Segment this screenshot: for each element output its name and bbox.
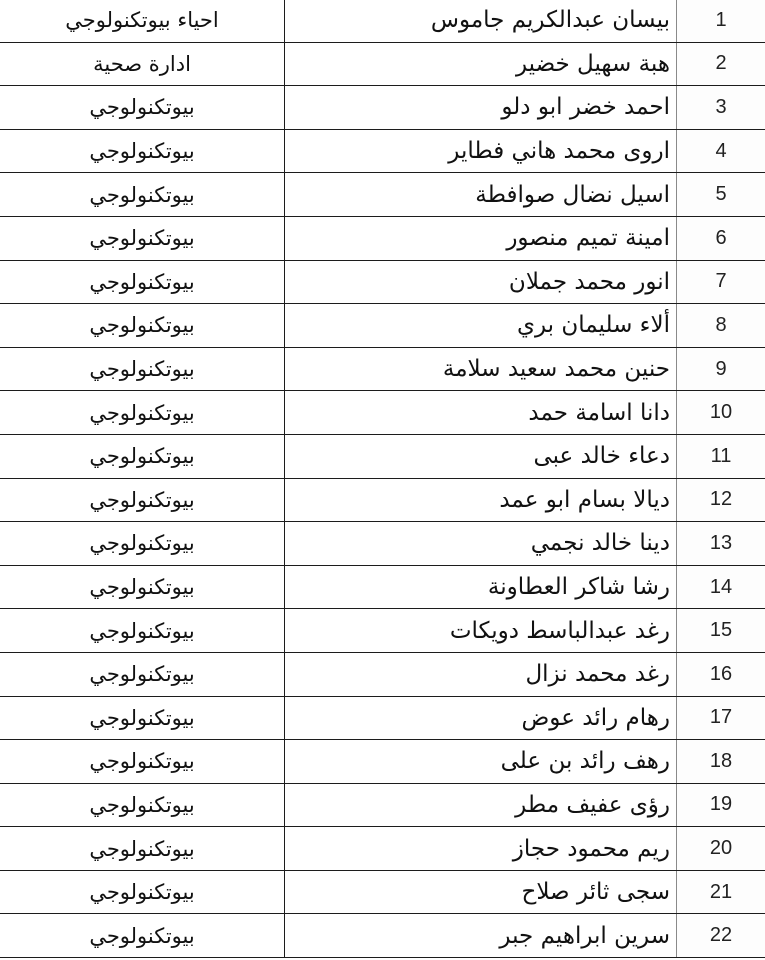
row-number-cell[interactable]: 1 (677, 0, 765, 42)
department-cell[interactable]: بيوتكنولوجي (0, 827, 285, 870)
table-row (0, 697, 765, 741)
student-name-cell[interactable]: هبة سهيل خضير (285, 43, 677, 86)
department-cell[interactable]: بيوتكنولوجي (0, 522, 285, 565)
table-row (0, 653, 765, 697)
student-name-cell[interactable]: ألاء سليمان بري (285, 304, 677, 347)
student-name-cell[interactable]: رغد محمد نزال (285, 653, 677, 696)
row-number-cell[interactable]: 9 (677, 348, 765, 391)
row-number-cell[interactable]: 8 (677, 304, 765, 347)
department-cell[interactable]: بيوتكنولوجي (0, 697, 285, 740)
row-number-cell[interactable]: 15 (677, 609, 765, 652)
student-name-cell[interactable]: امينة تميم منصور (285, 217, 677, 260)
table-row (0, 435, 765, 479)
row-number-cell[interactable]: 11 (677, 435, 765, 478)
table-row (0, 261, 765, 305)
student-name-cell[interactable]: رهام رائد عوض (285, 697, 677, 740)
table-row (0, 43, 765, 87)
department-cell[interactable]: بيوتكنولوجي (0, 609, 285, 652)
student-name-cell[interactable]: دينا خالد نجمي (285, 522, 677, 565)
department-cell[interactable]: بيوتكنولوجي (0, 740, 285, 783)
department-cell[interactable]: ادارة صحية (0, 43, 285, 86)
row-number-cell[interactable]: 6 (677, 217, 765, 260)
student-name-cell[interactable]: سجى ثائر صلاح (285, 871, 677, 914)
department-cell[interactable]: بيوتكنولوجي (0, 173, 285, 216)
student-name-cell[interactable]: بيسان عبدالكريم جاموس (285, 0, 677, 42)
department-cell[interactable]: احياء بيوتكنولوجي (0, 0, 285, 42)
table-row (0, 609, 765, 653)
student-name-cell[interactable]: دعاء خالد عبى (285, 435, 677, 478)
row-number-cell[interactable]: 20 (677, 827, 765, 870)
student-name-cell[interactable]: احمد خضر ابو دلو (285, 86, 677, 129)
table-row (0, 86, 765, 130)
student-name-cell[interactable]: ريم محمود حجاز (285, 827, 677, 870)
table-row (0, 217, 765, 261)
row-number-cell[interactable]: 5 (677, 173, 765, 216)
row-number-cell[interactable]: 19 (677, 784, 765, 827)
department-cell[interactable]: بيوتكنولوجي (0, 435, 285, 478)
table-row (0, 173, 765, 217)
department-cell[interactable]: بيوتكنولوجي (0, 784, 285, 827)
department-cell[interactable]: بيوتكنولوجي (0, 304, 285, 347)
row-number-cell[interactable]: 17 (677, 697, 765, 740)
department-cell[interactable]: بيوتكنولوجي (0, 261, 285, 304)
table-row (0, 348, 765, 392)
department-cell[interactable]: بيوتكنولوجي (0, 653, 285, 696)
table-row (0, 304, 765, 348)
student-name-cell[interactable]: رؤى عفيف مطر (285, 784, 677, 827)
department-cell[interactable]: بيوتكنولوجي (0, 391, 285, 434)
row-number-cell[interactable]: 2 (677, 43, 765, 86)
table-row (0, 827, 765, 871)
department-cell[interactable]: بيوتكنولوجي (0, 130, 285, 173)
student-name-cell[interactable]: دانا اسامة حمد (285, 391, 677, 434)
student-name-cell[interactable]: اروى محمد هاني فطاير (285, 130, 677, 173)
student-name-cell[interactable]: رهف رائد بن على (285, 740, 677, 783)
row-number-cell[interactable]: 10 (677, 391, 765, 434)
table-row (0, 871, 765, 915)
department-cell[interactable]: بيوتكنولوجي (0, 871, 285, 914)
row-number-cell[interactable]: 22 (677, 914, 765, 957)
row-number-cell[interactable]: 12 (677, 479, 765, 522)
row-number-cell[interactable]: 21 (677, 871, 765, 914)
table-row (0, 479, 765, 523)
department-cell[interactable]: بيوتكنولوجي (0, 217, 285, 260)
row-number-cell[interactable]: 7 (677, 261, 765, 304)
student-name-cell[interactable]: رغد عبدالباسط دويكات (285, 609, 677, 652)
student-name-cell[interactable]: سرين ابراهيم جبر (285, 914, 677, 957)
department-cell[interactable]: بيوتكنولوجي (0, 86, 285, 129)
table-row (0, 566, 765, 610)
department-cell[interactable]: بيوتكنولوجي (0, 914, 285, 957)
row-number-cell[interactable]: 16 (677, 653, 765, 696)
student-name-cell[interactable]: اسيل نضال صوافطة (285, 173, 677, 216)
department-cell[interactable]: بيوتكنولوجي (0, 566, 285, 609)
table-row (0, 391, 765, 435)
table-row (0, 784, 765, 828)
table-row (0, 0, 765, 43)
table-row (0, 522, 765, 566)
row-number-cell[interactable]: 3 (677, 86, 765, 129)
row-number-cell[interactable]: 14 (677, 566, 765, 609)
department-cell[interactable]: بيوتكنولوجي (0, 348, 285, 391)
table-row (0, 130, 765, 174)
table-row (0, 740, 765, 784)
row-number-cell[interactable]: 18 (677, 740, 765, 783)
student-name-cell[interactable]: ديالا بسام ابو عمد (285, 479, 677, 522)
student-name-cell[interactable]: رشا شاكر العطاونة (285, 566, 677, 609)
row-number-cell[interactable]: 4 (677, 130, 765, 173)
department-cell[interactable]: بيوتكنولوجي (0, 479, 285, 522)
table-row (0, 914, 765, 958)
student-name-cell[interactable]: انور محمد جملان (285, 261, 677, 304)
student-name-cell[interactable]: حنين محمد سعيد سلامة (285, 348, 677, 391)
row-number-cell[interactable]: 13 (677, 522, 765, 565)
